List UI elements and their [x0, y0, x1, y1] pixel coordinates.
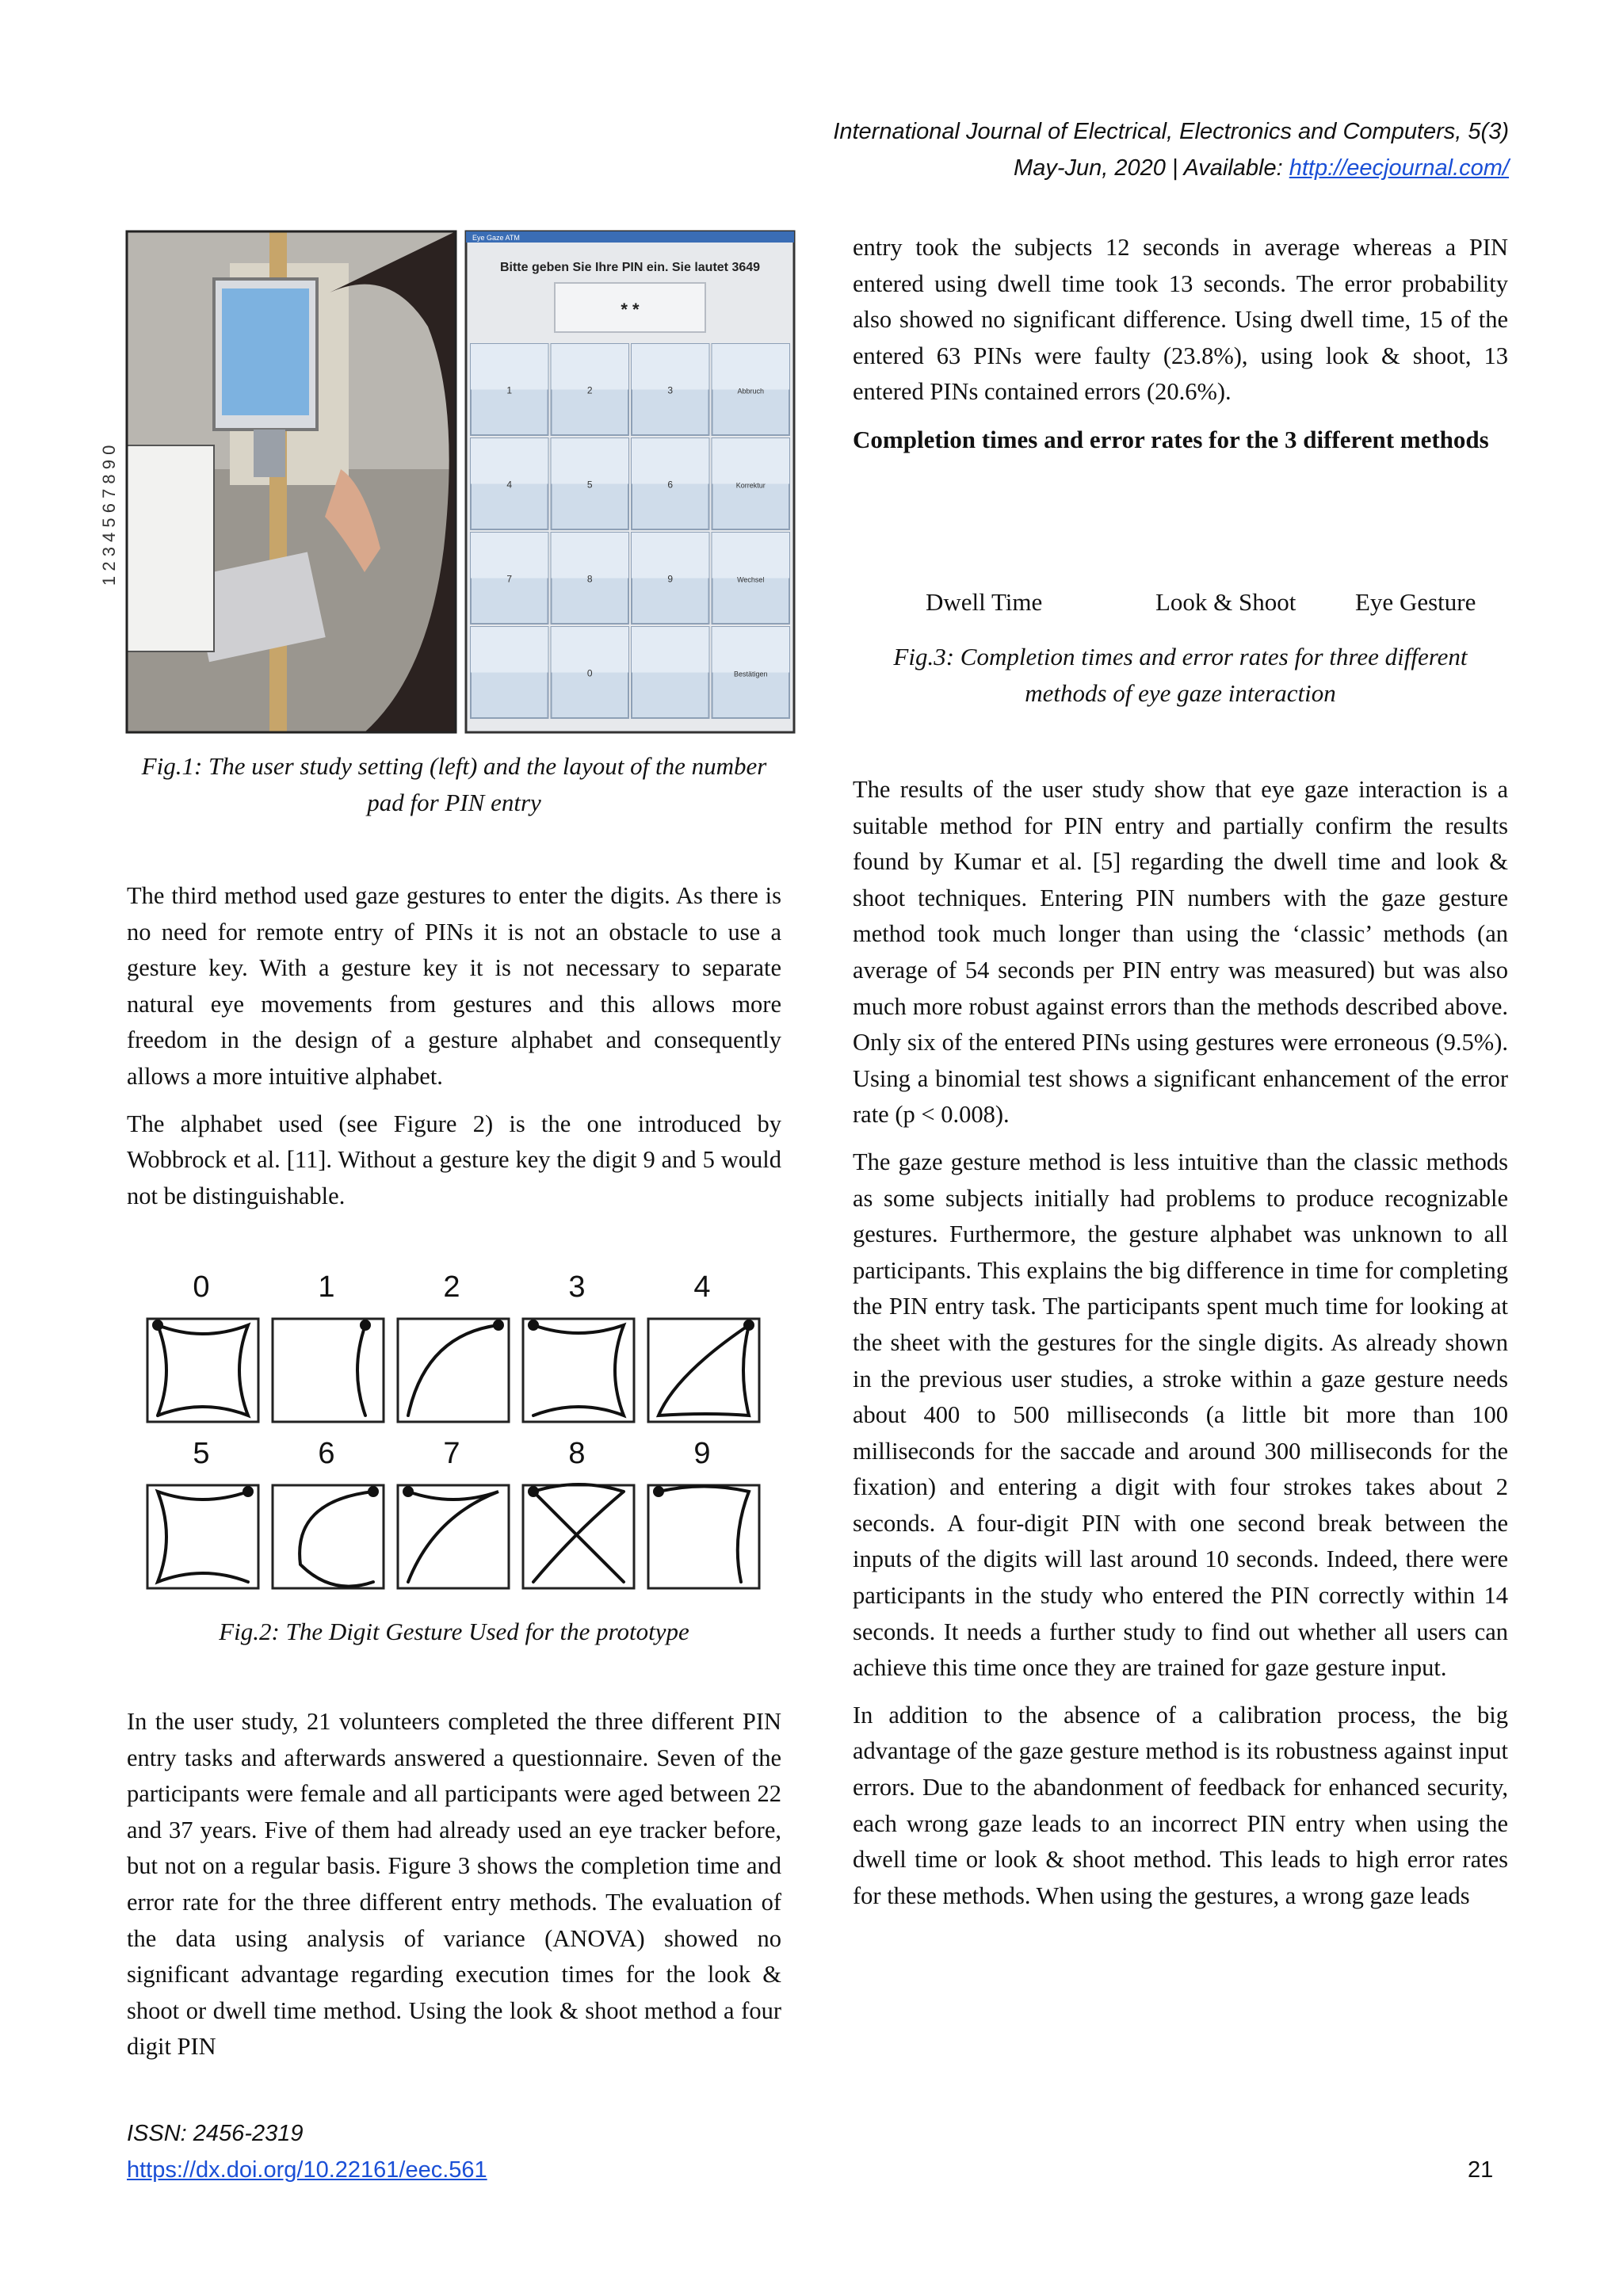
pin-key — [632, 438, 709, 529]
digit-label: 5 — [193, 1437, 210, 1470]
pin-key-label: 0 — [586, 667, 593, 679]
right-column-bottom — [853, 772, 1508, 1925]
pin-key — [552, 344, 629, 435]
left-column-top — [127, 878, 781, 1225]
paragraph: entry took the subjects 12 seconds in average whereas a PIN entered using dwell time took 13 seconds. The error probability also showed no significant difference. Using dwell time, 15 of the entered 63 PINs were faulty (23.8%), using look & shoot, 13 entered PINs contained errors (20.6%). — [853, 234, 1508, 406]
stroke-start-dot — [152, 1320, 163, 1331]
issue-line — [1014, 150, 1509, 186]
paragraph: The third method used gaze gestures to enter the digits. As there is no need for remote entry of PINs it is not an obstacle to use a gesture key. With a gesture key it is not necessary to separate natural eye movements from gestures and this allows more freedom in the design of a gesture alphabet and consequently allows a more intuitive alphabet. — [127, 882, 781, 1090]
journal-link[interactable]: http://eecjournal.com/ — [1289, 155, 1509, 181]
pin-key-label: 4 — [506, 479, 513, 491]
digit-label: 2 — [443, 1270, 460, 1304]
stroke-start-dot — [528, 1486, 539, 1497]
digit-label: 1 — [318, 1270, 335, 1304]
pin-key — [632, 344, 709, 435]
pin-key-label: 2 — [586, 384, 593, 396]
digit-label: 8 — [568, 1437, 586, 1470]
pin-key-label: Abbruch — [737, 387, 765, 395]
pin-key — [471, 627, 548, 718]
paragraph: In the user study, 21 volunteers completed the three different PIN entry tasks and afterwards answered a questionnaire. Seven of the participants were female and all participants were aged between 22 and 37 years. Five of them had already used an eye tracker before, but not on a regular basis. Figure 3 shows the completion time and error rate for the three different entry methods. The evaluation of the data using analysis of variance (ANOVA) showed no significant advantage regarding execution times for the look & shoot or dwell time method. Using the look & shoot method a four digit PIN — [127, 1708, 781, 2061]
legend-look-and-shoot: Look & Shoot — [1155, 588, 1296, 616]
digit-label: 0 — [193, 1270, 210, 1304]
study-photo — [99, 231, 456, 732]
stroke-start-dot — [528, 1320, 539, 1331]
doi-line — [127, 2157, 487, 2183]
stroke-start-dot — [743, 1320, 754, 1331]
pin-key-label: 9 — [667, 573, 674, 585]
figure-1-caption: Fig.1: The user study setting (left) and the layout of the number pad for PIN entry — [141, 752, 767, 816]
journal-title: International Journal of Electrical, Electronics and Computers, 5(3) — [833, 119, 1509, 144]
stroke-start-dot — [360, 1320, 371, 1331]
pin-key — [471, 533, 548, 624]
pin-key — [471, 438, 548, 529]
pin-key-label: 3 — [667, 384, 674, 396]
atm-window-title: Eye Gaze ATM — [472, 234, 520, 242]
stroke-start-dot — [653, 1486, 664, 1497]
pin-key — [632, 627, 709, 718]
right-column-top — [853, 230, 1508, 469]
pin-key-label: 1 — [506, 384, 513, 396]
digit-label: 7 — [443, 1437, 460, 1470]
digit-label: 9 — [693, 1437, 711, 1470]
figure-3-caption: Fig.3: Completion times and error rates for three different methods of eye gaze interaction — [893, 643, 1468, 707]
figure-2-caption: Fig.2: The Digit Gesture Used for the prototype — [219, 1618, 689, 1645]
pin-key — [712, 344, 790, 435]
digit-label: 6 — [318, 1437, 335, 1470]
figure-3-legend — [853, 588, 1508, 628]
pin-key-label: Wechsel — [737, 575, 765, 584]
page-number: 21 — [1468, 2157, 1494, 2183]
pin-key-label: 7 — [506, 573, 513, 585]
digit-label: 3 — [568, 1270, 586, 1304]
pin-key-label: 6 — [667, 479, 674, 491]
pin-key — [552, 533, 629, 624]
pin-key — [712, 627, 790, 718]
pin-key — [632, 533, 709, 624]
pin-prompt: Bitte geben Sie Ihre PIN ein. Sie lautet 3649 — [499, 261, 761, 274]
pin-key-label: 8 — [586, 573, 593, 585]
figure-1 — [99, 231, 794, 732]
paragraph: The alphabet used (see Figure 2) is the one introduced by Wobbrock et al. [11]. Without a gesture key the digit 9 and 5 would not be distinguishable. — [127, 1110, 781, 1209]
paragraph: The results of the user study show that eye gaze interaction is a suitable method for PIN entry and partially confirm the results found by Kumar et al. [5] regarding the dwell time and look & shoot techniques. Entering PIN numbers with the gaze gesture method took much longer than using the ‘classic’ methods (an average of 54 seconds per PIN entry was measured) but was also much more robust against errors than the methods described above. Only six of the entered PINs using gestures were erroneous (9.5%). Using a binomial test shows a significant enhancement of the error rate (p < 0.008). — [853, 776, 1508, 1129]
pin-mask: * * — [621, 300, 640, 319]
issn: ISSN: 2456-2319 — [127, 2121, 304, 2146]
doi-link[interactable]: https://dx.doi.org/10.22161/eec.561 — [127, 2157, 487, 2183]
paragraph: The gaze gesture method is less intuitive than the classic methods as some subjects initially had problems to produce recognizable gestures. Furthermore, the gesture alphabet was unknown to all participants. This explains the big difference in time for completing the PIN entry task. The participants spent much time for looking at the sheet with the gestures for the single digits. As already shown in the previous user studies, a stroke within a gaze gesture needs about 400 to 500 milliseconds (a little bit more than 100 milliseconds for the saccade and around 300 milliseconds for the fixation) and entering a digit with four strokes takes about 2 seconds. A four-digit PIN with one second break between the inputs of the digits will last around 10 seconds. Indeed, there were participants in the study who entered the PIN correctly within 14 seconds. It needs a further study to find out whether all users can achieve this time once they are trained for gaze gesture input. — [853, 1148, 1508, 1682]
figure-2 — [130, 1263, 760, 1592]
stroke-start-dot — [403, 1486, 414, 1497]
pin-key — [712, 438, 790, 529]
pin-key-label: Bestätigen — [733, 670, 768, 678]
stroke-start-dot — [242, 1486, 254, 1497]
pin-key-label: 5 — [586, 479, 593, 491]
pin-pad-screenshot — [466, 231, 794, 732]
stroke-start-dot — [493, 1320, 504, 1331]
gesture-sheet-text: 1 2 3 4 5 6 7 8 9 0 — [99, 445, 119, 586]
stroke-start-dot — [368, 1486, 379, 1497]
pin-key — [552, 627, 629, 718]
legend-dwell-time: Dwell Time — [926, 588, 1043, 616]
left-column-bottom — [127, 1704, 781, 2076]
figure-3-heading: Completion times and error rates for the 3 different methods — [853, 425, 1489, 453]
issue-date: May-Jun, 2020 | Available: — [1014, 155, 1289, 181]
pin-key — [471, 344, 548, 435]
pin-key — [552, 438, 629, 529]
pin-key — [712, 533, 790, 624]
legend-eye-gesture: Eye Gesture — [1355, 588, 1476, 616]
paragraph: In addition to the absence of a calibration process, the big advantage of the gaze gesture method is its robustness against input errors. Due to the abandonment of feedback for enhanced security, each wrong gaze leads to an incorrect PIN entry when using the dwell time or look & shoot method. This leads to high error rates for these methods. When using the gestures, a wrong gaze leads — [853, 1701, 1508, 1909]
pin-key-label: Korrektur — [735, 481, 766, 490]
digit-label: 4 — [693, 1270, 711, 1304]
